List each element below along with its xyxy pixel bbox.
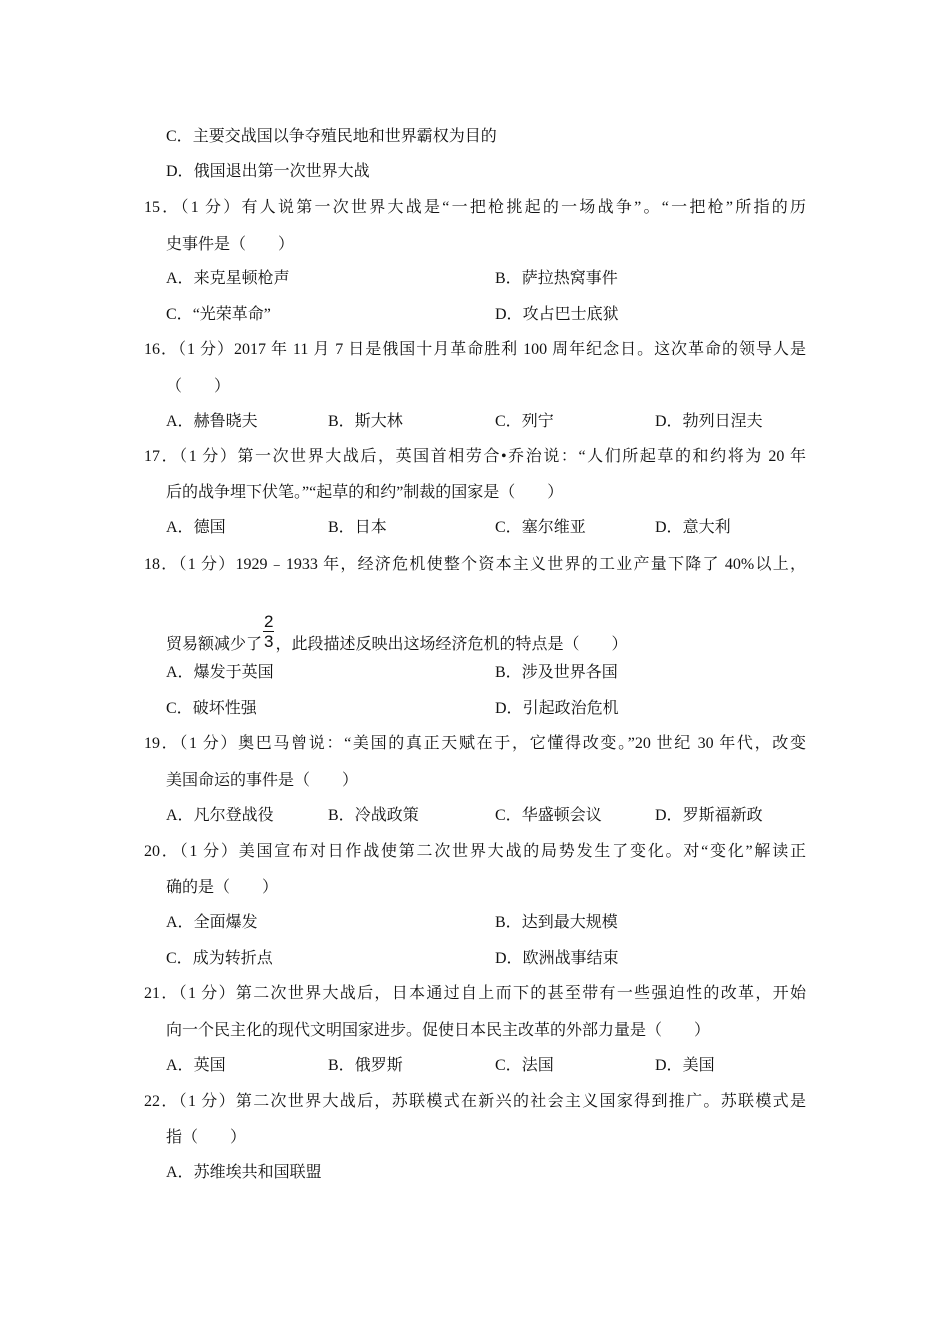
question-number: 18． <box>144 556 179 573</box>
option-letter: B． <box>328 519 355 536</box>
question-stem-line <box>166 771 358 791</box>
answer-option <box>655 412 763 432</box>
option-letter: B． <box>495 664 522 681</box>
option-letter: C． <box>495 1057 522 1074</box>
option-text: 美国 <box>682 1057 715 1074</box>
option-text: 法国 <box>521 1057 554 1074</box>
answer-option <box>166 1056 226 1076</box>
question-number: 20． <box>144 843 180 860</box>
question-text: 指（ ） <box>166 1129 247 1146</box>
option-text: 赫鲁晓夫 <box>193 413 258 430</box>
question-text: 美国命运的事件是（ ） <box>166 772 359 789</box>
option-letter: C． <box>166 128 193 145</box>
option-text: 攻占巴士底狱 <box>522 306 619 323</box>
question-stem-line <box>166 612 628 654</box>
answer-option <box>495 699 619 719</box>
question-text: 2017 年 11 月 7 日是俄国十月革命胜利 100 周年纪念日。这次革命的领导人是 <box>233 341 806 358</box>
question-stem-line <box>166 1021 710 1041</box>
option-text: 列宁 <box>521 413 554 430</box>
option-text: 主要交战国以争夺殖民地和世界霸权为目的 <box>192 128 497 145</box>
option-text: 来克星顿枪声 <box>193 270 290 287</box>
answer-option <box>495 913 618 933</box>
answer-option <box>166 127 497 147</box>
question-stem-line <box>144 340 806 360</box>
option-text: 斯大林 <box>354 413 403 430</box>
option-text: 华盛顿会议 <box>521 807 602 824</box>
question-number: 17． <box>144 448 180 465</box>
question-text: 向一个民主化的现代文明国家进步。促使日本民主改革的外部力量是（ ） <box>166 1022 711 1039</box>
option-letter: A． <box>166 519 194 536</box>
question-text: 1929﹣1933 年，经济危机使整个资本主义世界的工业产量下降了 40%以上， <box>235 556 806 573</box>
answer-option <box>166 269 290 289</box>
answer-option <box>495 412 554 432</box>
question-text: 史事件是（ ） <box>166 236 295 253</box>
answer-option <box>495 269 618 289</box>
answer-option <box>495 305 619 325</box>
question-text: 有人说第一次世界大战是“一把枪挑起的一场战争”。“一把枪”所指的历 <box>241 199 806 216</box>
question-stem-line <box>166 377 230 397</box>
option-text: 德国 <box>193 519 226 536</box>
question-score: （1 分） <box>178 1093 236 1110</box>
option-letter: D． <box>495 950 523 967</box>
option-text: 破坏性强 <box>192 700 257 717</box>
option-letter: C． <box>166 950 193 967</box>
fraction-numerator: 2 <box>264 612 274 631</box>
question-score: （1 分） <box>179 735 239 752</box>
question-score: （1 分） <box>180 199 242 216</box>
answer-option <box>166 162 370 182</box>
question-number: 21． <box>144 985 179 1002</box>
option-letter: D． <box>655 519 683 536</box>
answer-option <box>166 663 274 683</box>
option-text: 涉及世界各国 <box>521 664 618 681</box>
option-text: 俄罗斯 <box>354 1057 403 1074</box>
option-letter: C． <box>495 413 522 430</box>
option-letter: D． <box>655 1057 683 1074</box>
answer-option <box>655 518 731 538</box>
option-letter: B． <box>328 807 355 824</box>
option-letter: C． <box>495 519 522 536</box>
answer-option <box>166 305 271 325</box>
answer-option <box>655 806 763 826</box>
answer-option <box>495 518 586 538</box>
question-stem-line <box>166 1128 246 1148</box>
answer-option <box>328 518 387 538</box>
answer-option <box>166 949 273 969</box>
question-text: 贸易额减少了 <box>166 636 263 654</box>
option-letter: A． <box>166 914 194 931</box>
answer-option <box>328 1056 403 1076</box>
fraction-denominator: 3 <box>264 632 274 651</box>
option-text: 英国 <box>193 1057 226 1074</box>
option-text: 达到最大规模 <box>521 914 618 931</box>
option-letter: D． <box>495 700 523 717</box>
answer-option <box>166 699 257 719</box>
question-stem-line <box>144 1092 806 1112</box>
question-stem-line <box>144 447 806 467</box>
option-letter: A． <box>166 1057 194 1074</box>
question-score: （1 分） <box>178 985 236 1002</box>
option-letter: A． <box>166 664 194 681</box>
option-letter: D． <box>655 807 683 824</box>
question-stem-line <box>166 483 563 503</box>
question-text: ，此段描述反映出这场经济危机的特点是（ ） <box>275 636 628 654</box>
question-stem-line <box>144 198 806 218</box>
question-text: 后的战争埋下伏笔。”“起草的和约”制裁的国家是（ ） <box>166 484 564 501</box>
question-score: （1 分） <box>177 341 234 358</box>
answer-option <box>166 1163 322 1183</box>
answer-option <box>328 412 403 432</box>
answer-option <box>655 1056 715 1076</box>
option-letter: C． <box>166 700 193 717</box>
answer-option <box>166 913 258 933</box>
option-letter: D． <box>655 413 683 430</box>
question-number: 15． <box>144 199 181 216</box>
option-letter: D． <box>495 306 523 323</box>
option-letter: B． <box>328 413 355 430</box>
option-letter: A． <box>166 1164 194 1181</box>
option-text: 意大利 <box>682 519 731 536</box>
answer-option <box>166 806 274 826</box>
question-stem-line <box>144 555 806 575</box>
option-text: 苏维埃共和国联盟 <box>193 1164 322 1181</box>
question-score: （1 分） <box>178 556 236 573</box>
option-text: 全面爆发 <box>193 914 258 931</box>
question-text: 第二次世界大战后，苏联模式在新兴的社会主义国家得到推广。苏联模式是 <box>235 1093 806 1110</box>
option-text: 日本 <box>354 519 387 536</box>
question-stem-line <box>144 842 806 862</box>
answer-option <box>495 663 618 683</box>
question-stem-line <box>144 984 806 1004</box>
question-stem-line <box>166 235 294 255</box>
question-score: （1 分） <box>179 843 239 860</box>
option-letter: D． <box>166 163 194 180</box>
question-stem-line <box>166 878 278 898</box>
answer-option <box>328 806 419 826</box>
option-letter: A． <box>166 807 194 824</box>
option-text: 萨拉热窝事件 <box>521 270 618 287</box>
option-text: 冷战政策 <box>354 807 419 824</box>
option-letter: C． <box>166 306 193 323</box>
option-text: 凡尔登战役 <box>193 807 274 824</box>
fraction <box>263 612 274 651</box>
option-text: 罗斯福新政 <box>682 807 763 824</box>
question-number: 22． <box>144 1093 179 1110</box>
answer-option <box>495 949 619 969</box>
option-letter: A． <box>166 413 194 430</box>
option-text: 塞尔维亚 <box>521 519 586 536</box>
question-text: 美国宣布对日作战使第二次世界大战的局势发生了变化。对“变化”解读正 <box>238 843 806 860</box>
question-text: 第一次世界大战后，英国首相劳合•乔治说：“人们所起草的和约将为 20 年 <box>237 448 806 465</box>
option-text: 引起政治危机 <box>522 700 619 717</box>
question-number: 19． <box>144 735 180 752</box>
question-text: 第二次世界大战后，日本通过自上而下的甚至带有一些强迫性的改革，开始 <box>235 985 806 1002</box>
option-letter: B． <box>328 1057 355 1074</box>
option-text: 俄国退出第一次世界大战 <box>193 163 370 180</box>
answer-option <box>166 518 226 538</box>
answer-option <box>495 806 602 826</box>
question-text: 奥巴马曾说：“美国的真正天赋在于，它懂得改变。”20 世纪 30 年代，改变 <box>238 735 806 752</box>
option-text: 成为转折点 <box>192 950 273 967</box>
option-letter: A． <box>166 270 194 287</box>
option-text: 勃列日涅夫 <box>682 413 763 430</box>
option-letter: C． <box>495 807 522 824</box>
question-text: （ ） <box>166 378 231 395</box>
answer-option <box>495 1056 554 1076</box>
option-text: “光荣革命” <box>192 306 271 323</box>
question-stem-line <box>144 734 806 754</box>
option-text: 欧洲战事结束 <box>522 950 619 967</box>
question-text: 确的是（ ） <box>166 879 279 896</box>
option-letter: B． <box>495 270 522 287</box>
option-text: 爆发于英国 <box>193 664 274 681</box>
question-number: 16． <box>144 341 178 358</box>
answer-option <box>166 412 258 432</box>
option-letter: B． <box>495 914 522 931</box>
question-score: （1 分） <box>179 448 238 465</box>
